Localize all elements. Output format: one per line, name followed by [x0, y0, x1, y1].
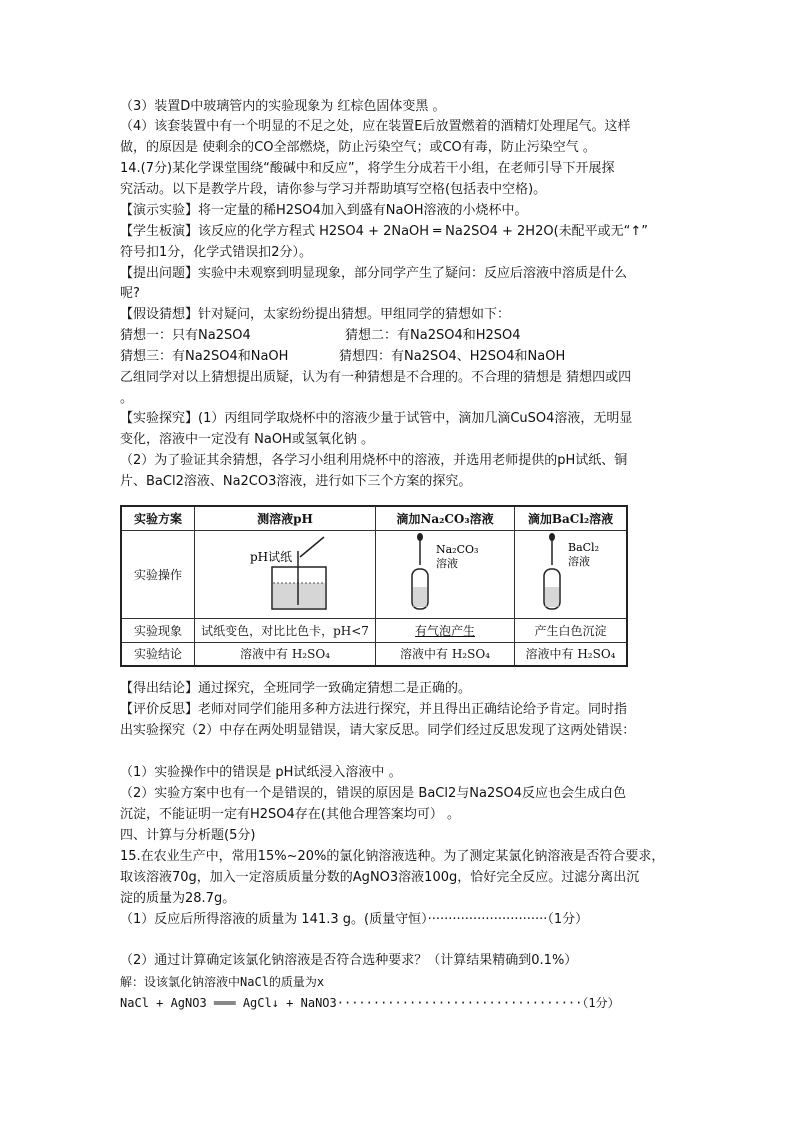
- text-line: 。: [120, 391, 134, 406]
- na2co3-test-diagram: [376, 530, 515, 618]
- experiment-table: [120, 505, 628, 667]
- text-line: 【演示实验】将一定量的稀H2SO4加入到盛有NaOH溶液的小烧杯中。: [120, 203, 528, 218]
- text-line: 符号扣1分，化学式错误扣2分）。: [120, 245, 313, 260]
- table-header: 滴加Na₂CO₃溶液: [376, 506, 515, 530]
- text-line: （3）装置D中玻璃管内的实验现象为 红棕色固体变黑 。: [120, 99, 446, 114]
- text-line: 【得出结论】通过探究，全班同学一致确定猜想二是正确的。: [120, 681, 472, 696]
- text-line: （2）为了验证其余猜想，各学习小组利用烧杯中的溶液，并选用老师提供的pH试纸、铜: [120, 453, 628, 468]
- na2co3-formula: Na₂CO₃: [436, 542, 479, 556]
- phenomenon-na2co3: 有气泡产生: [376, 618, 515, 642]
- text-line: 乙组同学对以上猜想提出质疑，认为有一种猜想是不合理的。不合理的猜想是 猜想四或四: [120, 370, 632, 385]
- text-line: 沉淀，不能证明一定有H2SO4存在(其他合理答案均可） 。: [120, 807, 461, 822]
- bacl2-solution: 溶液: [567, 554, 590, 568]
- text-line: 【学生板演】该反应的化学方程式 H2SO4 + 2NaOH ═ Na2SO4 + 2H2O(未配平或无“↑”: [120, 224, 649, 239]
- equation-line: NaCl + AgNO3 ═══ AgCl↓ + NaNO3··································（1分）: [120, 996, 620, 1010]
- text-line: 变化，溶液中一定没有 NaOH或氢氧化钠 。: [120, 432, 374, 447]
- phenomenon-bacl2: 产生白色沉淀: [515, 618, 628, 642]
- phenomenon-ph: 试纸变色，对比比色卡，pH<7: [195, 618, 376, 642]
- text-line: 猜想三：有Na2SO4和NaOH: [120, 349, 289, 364]
- text-line: 15.在农业生产中，常用15%~20%的氯化钠溶液选种。为了测定某氯化钠溶液是否符合要求，: [120, 849, 665, 864]
- conclusion-ph: 溶液中有 H₂SO₄: [195, 642, 376, 666]
- text-line: 【提出问题】实验中未观察到明显现象，部分同学产生了疑问：反应后溶液中溶质是什么: [120, 266, 628, 281]
- row-label-operation: 实验操作: [121, 530, 195, 618]
- text-line: 淀的质量为28.7g。: [120, 891, 236, 906]
- text-line: 究活动。以下是教学片段，请你参与学习并帮助填写空格(包括表中空格)。: [120, 182, 547, 197]
- table-header: 实验方案: [121, 506, 195, 530]
- text-line: 14.(7分)某化学课堂围绕“酸碱中和反应”，将学生分成若干小组，在老师引导下开展探: [120, 161, 615, 176]
- text-line: （4）该套装置中有一个明显的不足之处，应在装置E后放置燃着的酒精灯处理尾气。这样: [120, 119, 631, 134]
- na2co3-solution: 溶液: [436, 556, 458, 570]
- text-line: （1）反应后所得溶液的质量为 141.3 g。(质量守恒）·····························（1分）: [120, 912, 589, 927]
- text-line: 猜想四：有Na2SO4、H2SO4和NaOH: [339, 349, 566, 364]
- text-line: 取该溶液70g，加入一定溶质质量分数的AgNO3溶液100g，恰好完全反应。过滤分离出沉: [120, 870, 640, 885]
- text-line: 【实验探究】(1）丙组同学取烧杯中的溶液少量于试管中，滴加几滴CuSO4溶液，无明显: [120, 411, 633, 426]
- text-line: 猜想二：有Na2SO4和H2SO4: [345, 328, 521, 343]
- ph-paper-label: pH试纸: [250, 549, 293, 564]
- row-label-conclusion: 实验结论: [121, 642, 195, 666]
- text-line: 【评价反思】老师对同学们能用多种方法进行探究，并且得出正确结论给予肯定。同时指: [120, 702, 628, 717]
- text-line: 出实验探究（2）中存在两处明显错误，请大家反思。同学们经过反思发现了这两处错误：: [120, 723, 636, 738]
- conclusion-na2co3: 溶液中有 H₂SO₄: [376, 642, 515, 666]
- text-line: 猜想一：只有Na2SO4: [120, 328, 251, 343]
- row-label-phenomenon: 实验现象: [121, 618, 195, 642]
- text-line: 片、BaCl2溶液、Na2CO3溶液，进行如下三个方案的探究。: [120, 474, 472, 489]
- table-header: 滴加BaCl₂溶液: [515, 506, 628, 530]
- bacl2-test-diagram: [515, 530, 628, 618]
- section-heading: 四、计算与分析题(5分): [120, 828, 256, 843]
- text-line: 做，的原因是 使剩余的CO全部燃烧，防止污染空气；或CO有毒，防止污染空气 。: [120, 140, 596, 155]
- text-line: （2）实验方案中也有一个是错误的，错误的原因是 BaCl2与Na2SO4反应也会生成白色: [120, 786, 626, 801]
- ph-test-diagram: [195, 530, 376, 618]
- conclusion-bacl2: 溶液中有 H₂SO₄: [515, 642, 628, 666]
- text-line: （1）实验操作中的错误是 pH试纸浸入溶液中 。: [120, 765, 402, 780]
- bacl2-formula: BaCl₂: [567, 540, 599, 554]
- table-header: 测溶液pH: [195, 506, 376, 530]
- text-line: 呢?: [120, 286, 140, 301]
- text-line: 【假设猜想】针对疑问，太家纷纷提出猜想。甲组同学的猜想如下：: [120, 307, 511, 322]
- text-line: （2）通过计算确定该氯化钠溶液是否符合选种要求？（计算结果精确到0.1%）: [120, 953, 578, 968]
- text-line: 解：设该氯化钠溶液中NaCl的质量为x: [120, 975, 325, 989]
